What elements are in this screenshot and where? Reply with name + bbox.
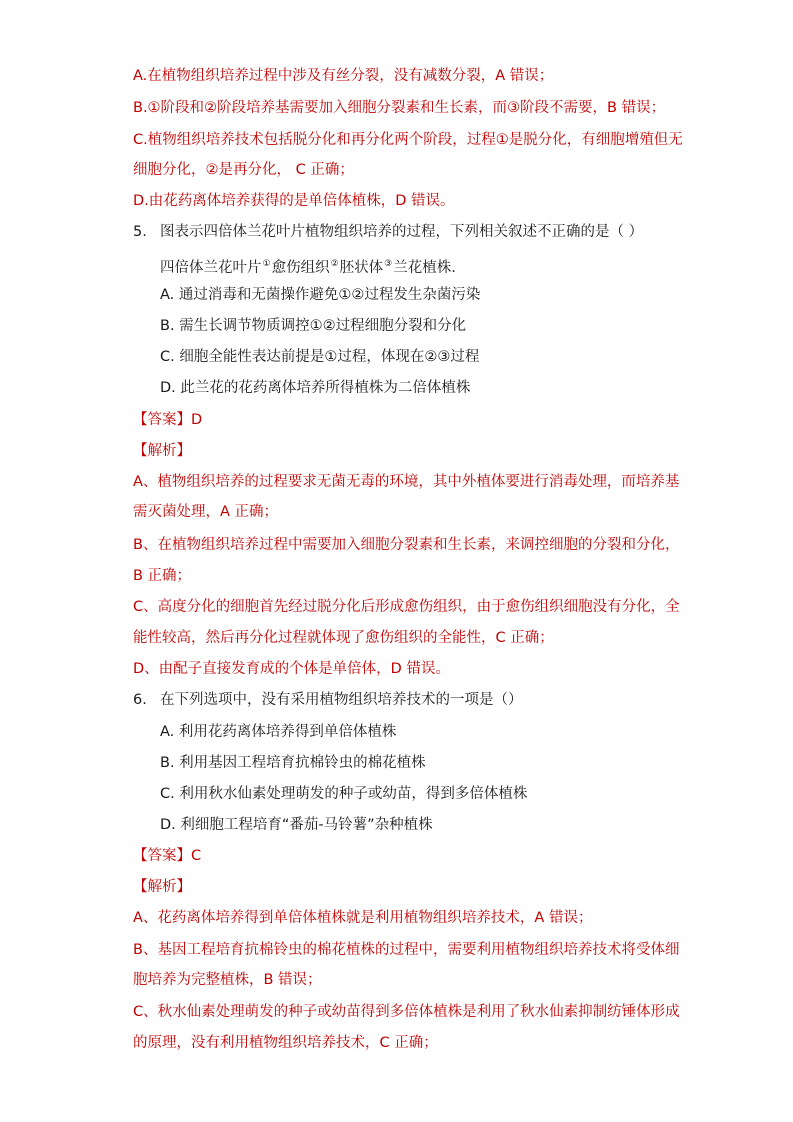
option-c: C. 细胞全能性表达前提是①过程，体现在②③过程 [160,349,480,365]
explanation-line: A、花药离体培养得到单倍体植株就是利用植物组织培养技术，A 错误； [133,910,593,926]
option-b: B. 利用基因工程培育抗棉铃虫的棉花植株 [160,755,426,771]
flow-arrow-1: ① [262,259,271,269]
flow-arrow-3: ③ [384,259,393,269]
explanation-line: C、秋水仙素处理萌发的种子或幼苗得到多倍体植株是利用了秋水仙素抑制纺锤体形成 [133,1004,680,1020]
explanation-line: 的原理，没有利用植物组织培养技术，C 正确； [133,1035,438,1051]
question-5-flow [160,254,456,278]
flow-step-leaf: 四倍体兰花叶片 [160,260,262,276]
explanation-line: A、植物组织培养的过程要求无菌无毒的环境，其中外植体要进行消毒处理，而培养基 [133,474,680,490]
explanation-line: 细胞分化，②是再分化， C 正确； [133,162,354,178]
option-d: D. 利细胞工程培育“番茄-马铃薯”杂种植株 [160,817,433,833]
explanation-line: B.①阶段和②阶段培养基需要加入细胞分裂素和生长素，而③阶段不需要，B 错误； [133,100,666,116]
answer-label: 【答案】C [133,848,202,864]
explanation-line: 能性较高，然后再分化过程就体现了愈伤组织的全能性，C 正确； [133,630,554,646]
flow-step-plant: 兰花植株. [393,260,456,276]
explanation-line: 需灭菌处理，A 正确； [133,504,279,520]
answer-label: 【答案】D [133,412,203,428]
flow-step-callus: 愈伤组织 [271,260,330,276]
explanation-line: B 正确； [133,568,192,584]
option-a: A. 通过消毒和无菌操作避免①②过程发生杂菌污染 [160,287,481,303]
explanation-line: 胞培养为完整植株，B 错误； [133,972,322,988]
explanation-label: 【解析】 [133,443,191,459]
option-a: A. 利用花药离体培养得到单倍体植株 [160,724,397,740]
question-5-stem: 图表示四倍体兰花叶片植物组织培养的过程，下列相关叙述不正确的是（ ） [160,224,644,240]
option-c: C. 利用秋水仙素处理萌发的种子或幼苗，得到多倍体植株 [160,786,528,802]
explanation-label: 【解析】 [133,879,191,895]
explanation-line: D.由花药离体培养获得的是单倍体植株，D 错误。 [133,193,455,209]
flow-arrow-2: ② [330,259,339,269]
option-b: B. 需生长调节物质调控①②过程细胞分裂和分化 [160,318,467,334]
explanation-line: B、基因工程培育抗棉铃虫的棉花植株的过程中，需要利用植物组织培养技术将受体细 [133,942,680,958]
explanation-line: D、由配子直接发育成的个体是单倍体，D 错误。 [133,661,450,677]
option-d: D. 此兰花的花药离体培养所得植株为二倍体植株 [160,380,471,396]
question-6-stem: 在下列选项中，没有采用植物组织培养技术的一项是（） [160,692,523,708]
question-5-number: 5. [133,224,147,240]
explanation-line: A.在植物组织培养过程中涉及有丝分裂，没有减数分裂，A 错误； [133,68,554,84]
explanation-line: B、在植物组织培养过程中需要加入细胞分裂素和生长素，来调控细胞的分裂和分化， [133,537,680,553]
explanation-line: C、高度分化的细胞首先经过脱分化后形成愈伤组织，由于愈伤组织细胞没有分化，全 [133,599,680,615]
flow-step-embryoid: 胚状体 [339,260,384,276]
question-6-number: 6. [133,692,147,708]
explanation-line: C.植物组织培养技术包括脱分化和再分化两个阶段，过程①是脱分化，有细胞增殖但无 [133,132,683,148]
